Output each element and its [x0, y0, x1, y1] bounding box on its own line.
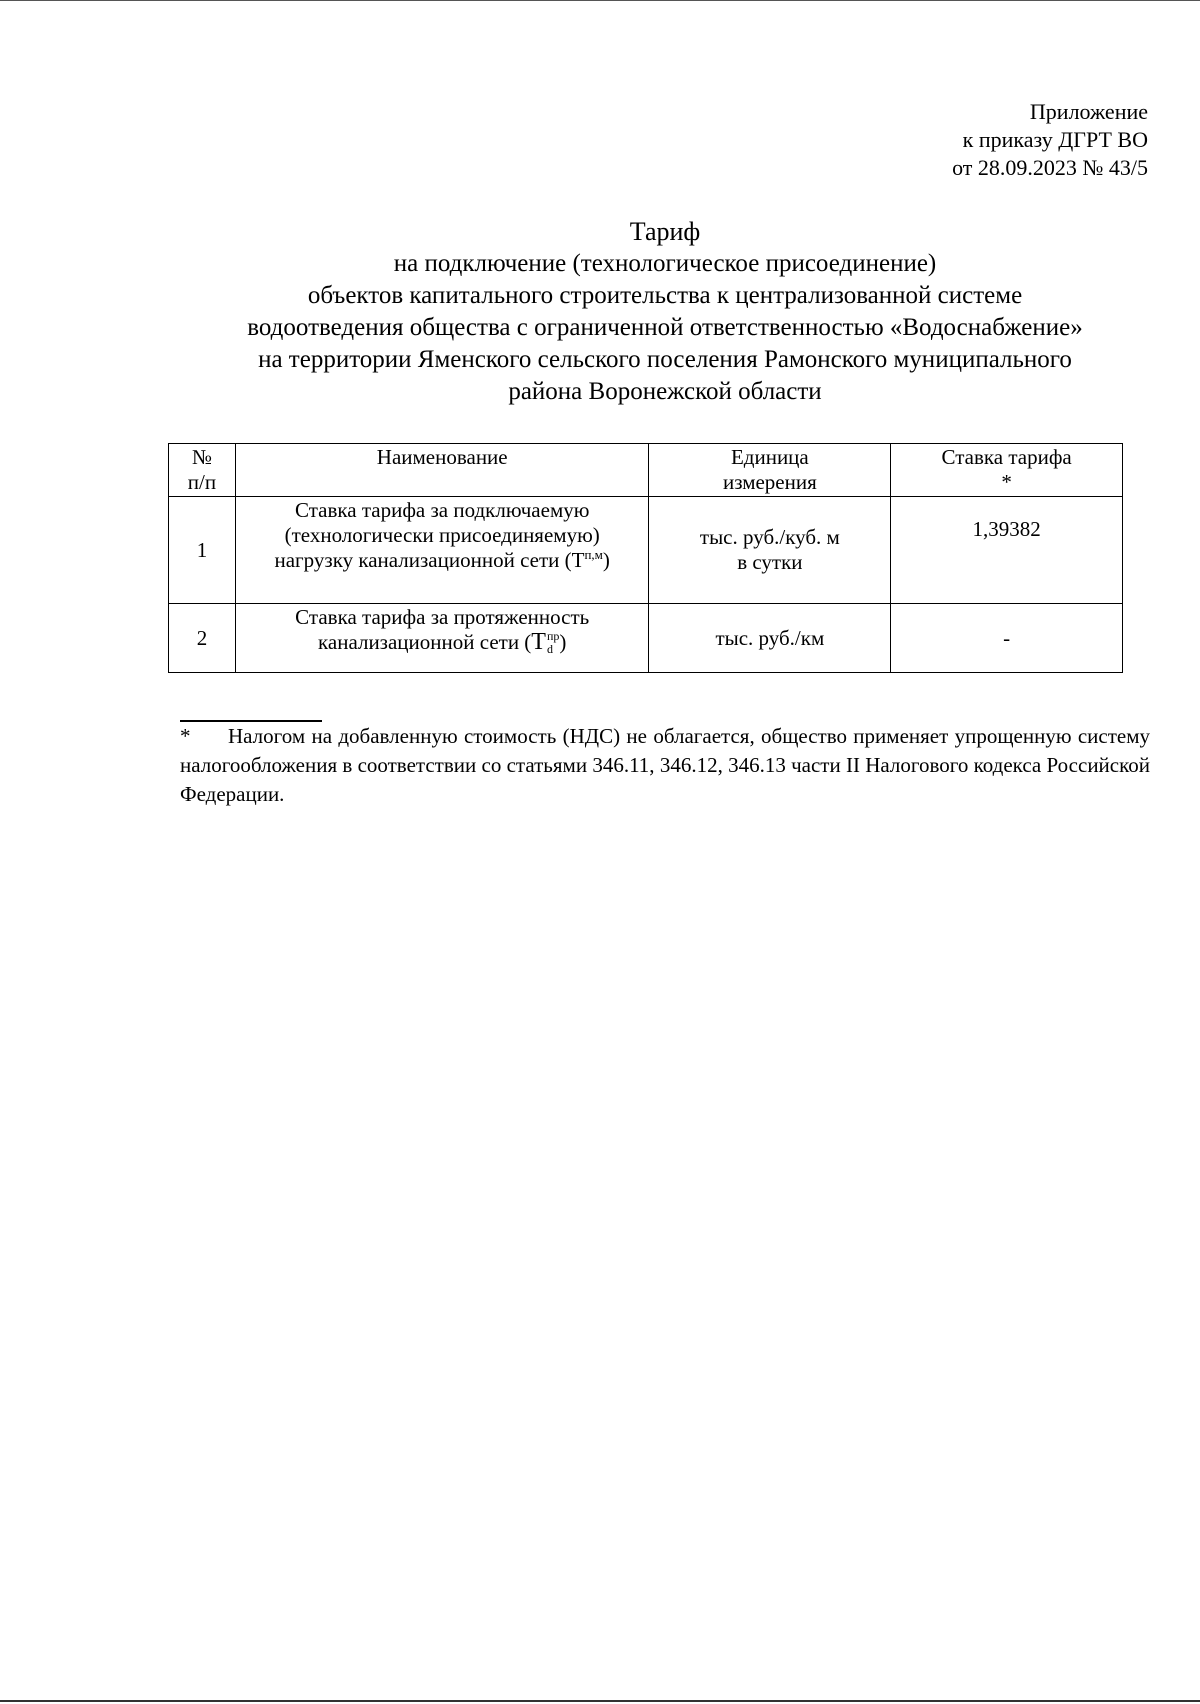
header-rate-asterisk: *: [1001, 470, 1012, 494]
row-name-line: [240, 548, 645, 573]
footnote: [180, 722, 1150, 809]
title-line: объектов капитального строительства к централизованной системе: [307, 282, 1023, 309]
header-rate: [891, 444, 1123, 497]
row-unit-line: в сутки: [737, 550, 803, 574]
row-name-line: [240, 630, 645, 656]
row-name-close: ): [602, 548, 610, 572]
title-heading: Тариф: [629, 217, 701, 246]
row-name-line: Ставка тарифа за подключаемую: [294, 498, 590, 522]
footnote-text: Налогом на добавленную стоимость (НДС) не облагается, общество применяет упрощенную систему налогообложения в соответствии со статьями 346.11, 346.12, 346.13 части II Налогового кодекса Российской Федерации.: [180, 724, 1150, 806]
page-top-edge: [0, 0, 1200, 1]
row-name-close: ): [559, 630, 567, 654]
title-line: на подключение (технологическое присоединение): [393, 250, 937, 277]
appendix-line-2: к приказу ДГРТ ВО: [962, 127, 1148, 152]
tariff-table: [168, 443, 1123, 673]
row-name-line: Ставка тарифа за протяженность: [295, 605, 590, 629]
tariff-symbol: [531, 630, 559, 656]
table-row: [169, 604, 1123, 673]
appendix-reference: [952, 98, 1148, 182]
header-unit-line: Единица: [730, 445, 809, 469]
row-rate: [891, 497, 1123, 604]
header-number-symbol: №: [191, 445, 212, 469]
header-unit-line: измерения: [722, 470, 817, 494]
tariff-symbol-sub: d: [546, 642, 553, 657]
row-name: [235, 604, 649, 673]
header-number-abbrev: п/п: [187, 470, 217, 494]
table-row: [169, 497, 1123, 604]
title-line: водоотведения общества с ограниченной ответственностью «Водоснабжение»: [247, 314, 1083, 341]
row-rate: -: [891, 604, 1123, 673]
header-number: [169, 444, 236, 497]
row-name: [235, 497, 649, 604]
row-unit: [649, 497, 891, 604]
table-header-row: [169, 444, 1123, 497]
row-name-text: нагрузку канализационной сети (Т: [274, 548, 585, 572]
header-unit: [649, 444, 891, 497]
row-unit: тыс. руб./км: [649, 604, 891, 673]
title-line: на территории Яменского сельского поселения Рамонского муниципального: [258, 346, 1072, 373]
row-name-text: канализационной сети (: [318, 630, 532, 654]
tariff-symbol-letter: T: [531, 629, 546, 655]
page-bottom-edge: [0, 1700, 1200, 1702]
appendix-line-1: Приложение: [1029, 99, 1148, 124]
header-rate-label: Ставка тарифа: [941, 445, 1072, 469]
row-number: 2: [169, 604, 236, 673]
appendix-line-3: от 28.09.2023 № 43/5: [952, 155, 1148, 180]
title-line: района Воронежской области: [508, 378, 822, 405]
header-name: Наименование: [235, 444, 649, 497]
row-number: 1: [169, 497, 236, 604]
row-name-line: (технологически присоединяемую): [284, 523, 600, 547]
tariff-symbol-indices: [547, 630, 559, 656]
footnote-asterisk: *: [180, 724, 191, 748]
row-unit-line: тыс. руб./куб. м: [699, 525, 840, 549]
rate-value: 1,39382: [972, 517, 1041, 541]
tariff-symbol-sup: пр: [546, 629, 560, 644]
tariff-superscript: п,м: [584, 547, 603, 562]
document-title: [170, 216, 1160, 408]
